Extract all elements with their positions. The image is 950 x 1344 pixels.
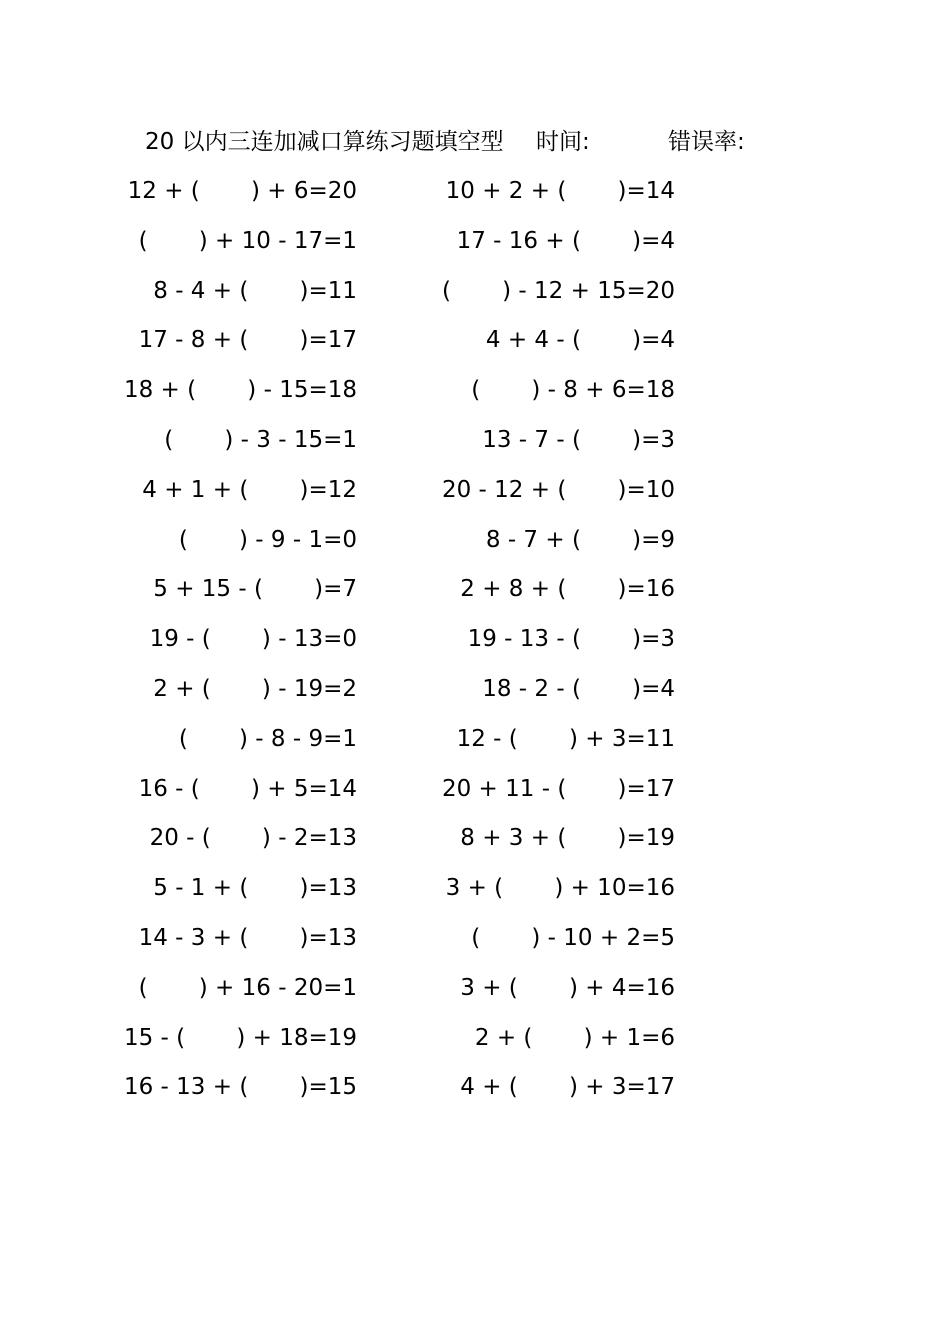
- problem-left: 16 - 13 + ( )=15: [123, 1074, 357, 1101]
- problem-row: [0, 620, 950, 670]
- problem-row: [0, 570, 950, 620]
- problem-row: [0, 471, 950, 521]
- problem-right: 19 - 13 - ( )=3: [467, 626, 675, 653]
- problem-right: 8 - 7 + ( )=9: [485, 526, 675, 553]
- worksheet-header: [145, 124, 785, 160]
- problem-left: 2 + ( ) - 19=2: [153, 675, 357, 702]
- problem-right: ( ) - 8 + 6=18: [471, 377, 675, 404]
- problem-right: 18 - 2 - ( )=4: [482, 675, 675, 702]
- worksheet-title: 20 以内三连加减口算练习题填空型: [145, 129, 504, 155]
- problem-row: [0, 421, 950, 471]
- problem-left: ( ) - 3 - 15=1: [164, 426, 357, 453]
- problem-row: [0, 919, 950, 969]
- problem-right: 13 - 7 - ( )=3: [482, 426, 675, 453]
- problem-right: 12 - ( ) + 3=11: [456, 725, 675, 752]
- problem-left: 18 + ( ) - 15=18: [123, 377, 357, 404]
- problem-right: 4 + ( ) + 3=17: [460, 1074, 675, 1101]
- problem-left: 19 - ( ) - 13=0: [149, 626, 357, 653]
- problem-row: [0, 1068, 950, 1118]
- problem-left: 17 - 8 + ( )=17: [138, 327, 357, 354]
- problem-left: 5 + 15 - ( )=7: [153, 576, 357, 603]
- problem-list: [0, 172, 950, 1118]
- problem-left: 5 - 1 + ( )=13: [153, 875, 357, 902]
- problem-left: 15 - ( ) + 18=19: [123, 1024, 357, 1051]
- problem-left: 4 + 1 + ( )=12: [142, 476, 357, 503]
- problem-left: 12 + ( ) + 6=20: [127, 178, 357, 204]
- problem-right: 17 - 16 + ( )=4: [456, 227, 675, 254]
- problem-right: ( ) - 12 + 15=20: [441, 277, 675, 304]
- problem-row: [0, 321, 950, 371]
- problem-left: ( ) + 16 - 20=1: [138, 974, 357, 1001]
- problem-left: ( ) - 9 - 1=0: [178, 526, 357, 553]
- problem-left: ( ) + 10 - 17=1: [138, 227, 357, 254]
- problem-left: 20 - ( ) - 2=13: [149, 825, 357, 852]
- problem-row: [0, 670, 950, 720]
- error-rate-label: 错误率:: [668, 129, 745, 155]
- problem-right: 10 + 2 + ( )=14: [445, 178, 675, 204]
- problem-right: 8 + 3 + ( )=19: [460, 825, 675, 852]
- problem-row: [0, 819, 950, 869]
- problem-left: 14 - 3 + ( )=13: [138, 924, 357, 951]
- problem-right: 4 + 4 - ( )=4: [485, 327, 675, 354]
- problem-row: [0, 969, 950, 1019]
- problem-right: 2 + ( ) + 1=6: [474, 1024, 675, 1051]
- problem-row: [0, 371, 950, 421]
- problem-left: 8 - 4 + ( )=11: [153, 277, 357, 304]
- problem-left: 16 - ( ) + 5=14: [138, 775, 357, 802]
- problem-right: 20 + 11 - ( )=17: [441, 775, 675, 802]
- problem-right: 20 - 12 + ( )=10: [441, 476, 675, 503]
- problem-right: 3 + ( ) + 4=16: [460, 974, 675, 1001]
- problem-row: [0, 770, 950, 820]
- problem-left: ( ) - 8 - 9=1: [178, 725, 357, 752]
- problem-row: [0, 272, 950, 322]
- time-label: 时间:: [536, 129, 590, 155]
- problem-row: [0, 720, 950, 770]
- problem-right: 3 + ( ) + 10=16: [445, 875, 675, 902]
- problem-row: [0, 1019, 950, 1069]
- problem-row: [0, 521, 950, 571]
- problem-row: [0, 172, 950, 222]
- problem-row: [0, 869, 950, 919]
- problem-right: ( ) - 10 + 2=5: [471, 924, 675, 951]
- problem-right: 2 + 8 + ( )=16: [460, 576, 675, 603]
- problem-row: [0, 222, 950, 272]
